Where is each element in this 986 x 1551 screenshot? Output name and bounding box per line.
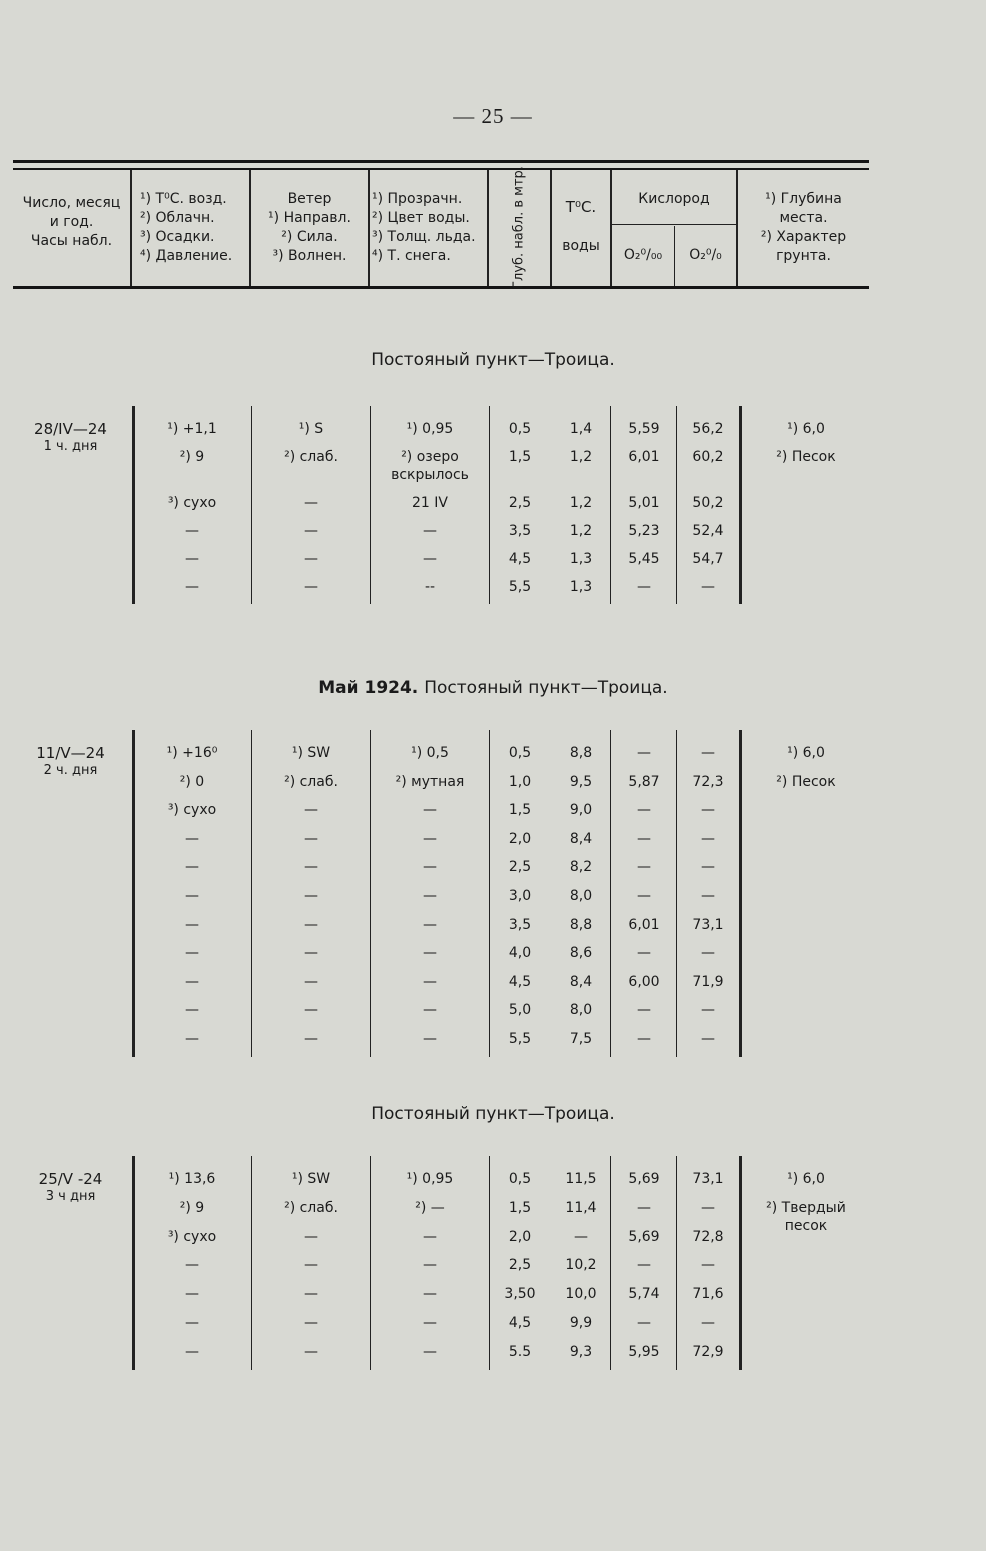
air-cell: —	[185, 1315, 199, 1331]
water-temp-cell: 1,3	[569, 579, 593, 595]
water-cell: —	[423, 802, 437, 819]
oxygen-permille-cell: 5,74	[628, 1286, 660, 1303]
oxygen-permille-cell: —	[637, 1315, 651, 1331]
oxygen-percent-cell: 71,9	[692, 973, 724, 990]
depth-cell: 0,5	[508, 745, 532, 761]
water-cell: ¹) 0,95	[406, 421, 454, 437]
oxygen-percent-cell: —	[701, 1031, 715, 1047]
oxygen-permille-cell: —	[637, 1002, 651, 1019]
water-temp-cell: 10,0	[565, 1286, 597, 1303]
header-oxygen: Кислород	[638, 191, 710, 207]
air-cell: ³) сухо	[167, 495, 217, 511]
water-cell: —	[423, 1315, 437, 1331]
depth-cell: 0,5	[508, 421, 532, 437]
water-cell: ²) мутная	[395, 773, 465, 790]
header-weather: ¹) T⁰C. возд. ²) Облачн. ³) Осадки. ⁴) Давление.	[140, 191, 233, 264]
water-temp-cell: —	[574, 1228, 588, 1245]
oxygen-percent-cell: —	[701, 888, 715, 904]
section-title	[0, 678, 986, 698]
oxygen-permille-cell: —	[637, 1257, 651, 1274]
air-cell: —	[185, 1286, 199, 1303]
water-temp-cell: 10,2	[565, 1257, 597, 1274]
water-temp-cell: 8,0	[569, 1002, 593, 1019]
air-cell: —	[185, 579, 199, 595]
oxygen-percent-cell: —	[701, 1315, 715, 1331]
wind-cell: —	[304, 830, 318, 847]
wind-cell: —	[304, 1228, 318, 1245]
header-rule-top	[13, 160, 869, 163]
water-cell: ¹) 0,95	[406, 1171, 454, 1187]
water-cell: вскрылось	[391, 467, 469, 483]
wind-cell: —	[304, 916, 318, 933]
wind-cell: —	[304, 579, 318, 595]
oxygen-permille-cell: —	[637, 579, 651, 595]
water-cell: —	[423, 1257, 437, 1274]
water-cell: —	[423, 888, 437, 904]
wind-cell: ¹) SW	[291, 745, 331, 761]
section-title-text: Постояный пункт—Троица.	[371, 1104, 615, 1124]
depth-cell: 4,5	[508, 973, 532, 990]
air-cell: —	[185, 945, 199, 962]
water-temp-cell: 8,6	[569, 945, 593, 962]
section-title	[0, 1104, 986, 1124]
header-oxygen-permille: O₂⁰/₀₀	[623, 247, 663, 263]
depth-cell: 5.5	[508, 1343, 532, 1360]
water-temp-cell: 8,0	[569, 888, 593, 904]
air-cell: —	[185, 916, 199, 933]
oxygen-percent-cell: 73,1	[692, 916, 724, 933]
air-cell: ³) сухо	[167, 802, 217, 819]
oxygen-percent-cell: 50,2	[692, 495, 724, 511]
depth-cell: 4,5	[508, 1315, 532, 1331]
header-water: ¹) Прозрачн. ²) Цвет воды. ³) Толщ. льда. ⁴) Т. снега.	[372, 191, 476, 264]
depth-cell: 3,5	[508, 523, 532, 539]
header-oxygen-percent: O₂⁰/₀	[689, 247, 722, 263]
wind-cell: —	[304, 1257, 318, 1274]
oxygen-percent-cell: —	[701, 945, 715, 962]
observation-date: 25/V -24	[38, 1170, 103, 1188]
section-title-month: Май 1924.	[318, 678, 425, 698]
water-temp-cell: 9,3	[569, 1343, 593, 1360]
oxygen-permille-cell: —	[637, 830, 651, 847]
header-divider	[487, 170, 489, 286]
air-cell: —	[185, 1002, 199, 1019]
oxygen-percent-cell: 71,6	[692, 1286, 724, 1303]
water-temp-cell: 9,5	[569, 773, 593, 790]
air-cell: ¹) 13,6	[168, 1171, 216, 1187]
water-cell: —	[423, 973, 437, 990]
observation-time: 2 ч. дня	[43, 763, 98, 778]
depth-cell: 3,0	[508, 888, 532, 904]
oxygen-percent-cell: —	[701, 830, 715, 847]
water-temp-cell: 1,3	[569, 551, 593, 567]
wind-cell: —	[304, 802, 318, 819]
water-cell: 21 IV	[412, 495, 448, 511]
bottom-info: песок	[784, 1217, 828, 1234]
depth-cell: 1,0	[508, 773, 532, 790]
water-temp-cell: 9,9	[569, 1315, 593, 1331]
wind-cell: —	[304, 1031, 318, 1047]
water-cell: —	[423, 1002, 437, 1019]
depth-cell: 3,5	[508, 916, 532, 933]
wind-cell: ¹) S	[298, 421, 324, 437]
oxygen-percent-cell: —	[701, 1002, 715, 1019]
oxygen-percent-cell: —	[701, 579, 715, 595]
water-cell: ¹) 0,5	[411, 745, 449, 761]
water-cell: --	[424, 579, 436, 595]
air-cell: —	[185, 830, 199, 847]
oxygen-percent-cell: —	[701, 859, 715, 876]
depth-cell: 2,0	[508, 830, 532, 847]
header-depth: Глуб. набл. в мтр.	[511, 166, 527, 289]
oxygen-permille-cell: —	[637, 1031, 651, 1047]
depth-cell: 1,5	[508, 802, 532, 819]
air-cell: ²) 9	[179, 1199, 205, 1216]
oxygen-permille-cell: 5,45	[628, 551, 660, 567]
bottom-info: ²) Твердый	[766, 1199, 846, 1216]
header-divider	[610, 170, 612, 286]
water-cell: —	[423, 1286, 437, 1303]
water-cell: —	[423, 1031, 437, 1047]
oxygen-permille-cell: —	[637, 859, 651, 876]
oxygen-permille-cell: —	[637, 802, 651, 819]
air-cell: —	[185, 888, 199, 904]
wind-cell: —	[304, 945, 318, 962]
depth-cell: 5,0	[508, 1002, 532, 1019]
oxygen-permille-cell: 5,95	[628, 1343, 660, 1360]
bottom-info: ²) Песок	[776, 449, 836, 465]
depth-cell: 3,50	[504, 1286, 536, 1303]
water-temp-cell: 1,2	[569, 495, 593, 511]
oxygen-percent-cell: 56,2	[692, 421, 724, 437]
oxygen-percent-cell: —	[701, 1257, 715, 1274]
water-temp-cell: 1,2	[569, 523, 593, 539]
air-cell: —	[185, 859, 199, 876]
water-temp-cell: 9,0	[569, 802, 593, 819]
wind-cell: —	[304, 859, 318, 876]
observation-date: 11/V—24	[36, 744, 105, 762]
oxygen-permille-cell: —	[637, 888, 651, 904]
wind-cell: ²) слаб.	[284, 773, 338, 790]
header-rule-bottom	[13, 286, 869, 289]
depth-cell: 5,5	[508, 579, 532, 595]
bottom-info: ¹) 6,0	[787, 745, 825, 761]
wind-cell: —	[304, 523, 318, 539]
oxygen-permille-cell: —	[637, 745, 651, 761]
water-cell: —	[423, 916, 437, 933]
depth-cell: 2,5	[508, 495, 532, 511]
water-temp-cell: 8,4	[569, 830, 593, 847]
water-cell: —	[423, 945, 437, 962]
air-cell: —	[185, 523, 199, 539]
depth-cell: 2,5	[508, 1257, 532, 1274]
oxygen-permille-cell: 6,01	[628, 916, 660, 933]
header-water-temp: T⁰C. воды	[562, 198, 600, 254]
oxygen-permille-cell: 5,01	[628, 495, 660, 511]
air-cell: ²) 0	[179, 773, 205, 790]
page-number: — 25 —	[453, 104, 533, 128]
wind-cell: —	[304, 1315, 318, 1331]
air-cell: —	[185, 1031, 199, 1047]
water-temp-cell: 1,4	[569, 421, 593, 437]
section-title-text: Постояный пункт—Троица.	[371, 350, 615, 370]
depth-cell: 1,5	[508, 1199, 532, 1216]
water-cell: —	[423, 1343, 437, 1360]
air-cell: ²) 9	[179, 449, 205, 465]
water-temp-cell: 8,2	[569, 859, 593, 876]
oxygen-percent-cell: 60,2	[692, 449, 724, 465]
oxygen-permille-cell: —	[637, 945, 651, 962]
oxygen-percent-cell: 72,3	[692, 773, 724, 790]
water-cell: —	[423, 859, 437, 876]
water-temp-cell: 8,8	[569, 916, 593, 933]
wind-cell: ¹) SW	[291, 1171, 331, 1187]
water-cell: ²) —	[415, 1199, 445, 1216]
wind-cell: —	[304, 1286, 318, 1303]
observation-time: 3 ч дня	[45, 1189, 96, 1204]
oxygen-permille-cell: 5,23	[628, 523, 660, 539]
oxygen-percent-cell: —	[701, 802, 715, 819]
wind-cell: —	[304, 1002, 318, 1019]
wind-cell: —	[304, 551, 318, 567]
oxygen-permille-cell: 5,87	[628, 773, 660, 790]
header-date: Число, месяц и год. Часы набл.	[22, 195, 121, 249]
wind-cell: ²) слаб.	[284, 449, 338, 465]
oxygen-permille-cell: 5,59	[628, 421, 660, 437]
section-title-text: Постояный пункт—Троица.	[424, 678, 668, 698]
oxygen-divider	[610, 224, 736, 225]
observation-time: 1 ч. дня	[43, 439, 98, 454]
depth-cell: 4,5	[508, 551, 532, 567]
table-column-rule	[739, 1156, 742, 1370]
depth-cell: 0,5	[508, 1171, 532, 1187]
water-cell: —	[423, 830, 437, 847]
water-temp-cell: 8,8	[569, 745, 593, 761]
oxygen-percent-cell: —	[701, 745, 715, 761]
air-cell: ¹) +1,1	[167, 421, 217, 437]
oxygen-permille-cell: 6,01	[628, 449, 660, 465]
water-cell: —	[423, 1228, 437, 1245]
wind-cell: —	[304, 888, 318, 904]
depth-cell: 5,5	[508, 1031, 532, 1047]
bottom-info: ²) Песок	[776, 773, 836, 790]
air-cell: —	[185, 1343, 199, 1360]
oxygen-permille-cell: 5,69	[628, 1171, 660, 1187]
air-cell: —	[185, 973, 199, 990]
water-cell: —	[423, 523, 437, 539]
water-temp-cell: 8,4	[569, 973, 593, 990]
water-cell: —	[423, 551, 437, 567]
water-temp-cell: 11,4	[565, 1199, 597, 1216]
section-title	[0, 350, 986, 370]
air-cell: ³) сухо	[167, 1228, 217, 1245]
oxygen-percent-cell: 72,8	[692, 1228, 724, 1245]
bottom-info: ¹) 6,0	[787, 421, 825, 437]
oxygen-percent-cell: 73,1	[692, 1171, 724, 1187]
oxygen-percent-cell: 52,4	[692, 523, 724, 539]
oxygen-permille-cell: 6,00	[628, 973, 660, 990]
header-rule-top-second	[13, 168, 869, 170]
bottom-info: ¹) 6,0	[787, 1171, 825, 1187]
water-temp-cell: 1,2	[569, 449, 593, 465]
wind-cell: —	[304, 1343, 318, 1360]
observation-date: 28/IV—24	[34, 420, 107, 438]
wind-cell: —	[304, 495, 318, 511]
water-cell: ²) озеро	[401, 449, 459, 465]
depth-cell: 1,5	[508, 449, 532, 465]
header-bottom: ¹) Глубина места. ²) Характер грунта.	[760, 191, 847, 264]
oxygen-percent-cell: 54,7	[692, 551, 724, 567]
air-cell: —	[185, 551, 199, 567]
wind-cell: ²) слаб.	[284, 1199, 338, 1216]
depth-cell: 2,0	[508, 1228, 532, 1245]
depth-cell: 4,0	[508, 945, 532, 962]
air-cell: —	[185, 1257, 199, 1274]
oxygen-percent-cell: 72,9	[692, 1343, 724, 1360]
depth-cell: 2,5	[508, 859, 532, 876]
header-wind: Ветер ¹) Направл. ²) Сила. ³) Волнен.	[268, 191, 351, 264]
water-temp-cell: 7,5	[569, 1031, 593, 1047]
wind-cell: —	[304, 973, 318, 990]
oxygen-percent-cell: —	[701, 1199, 715, 1216]
oxygen-permille-cell: 5,69	[628, 1228, 660, 1245]
oxygen-permille-cell: —	[637, 1199, 651, 1216]
water-temp-cell: 11,5	[565, 1171, 597, 1187]
air-cell: ¹) +16⁰	[166, 745, 218, 761]
